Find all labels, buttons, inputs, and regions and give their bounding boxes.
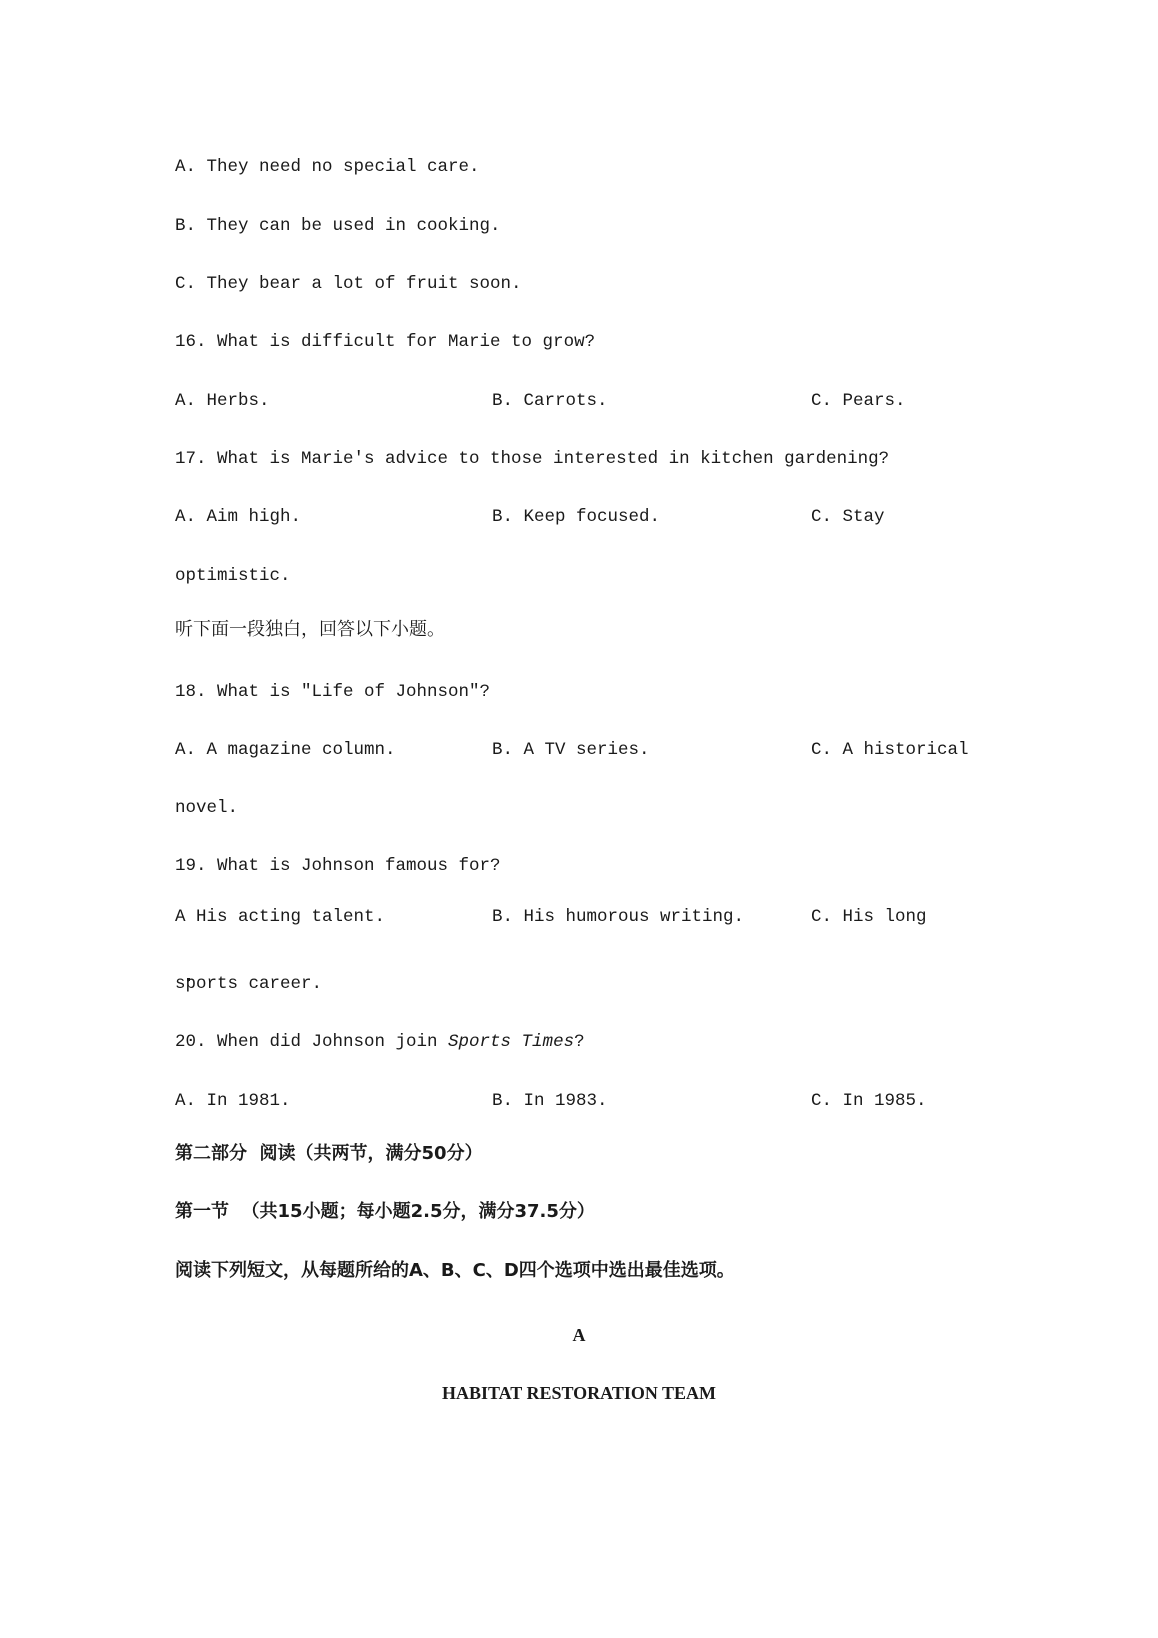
q20-question-title: Sports Times	[448, 1032, 575, 1052]
q16-option-c: C. Pears.	[811, 391, 906, 411]
part2-title: 第二部分 阅读（共两节，满分50分）	[175, 1143, 483, 1164]
monologue-instruction: 听下面一段独白，回答以下小题。	[175, 619, 445, 640]
q16-option-b: B. Carrots.	[492, 391, 608, 411]
passage-letter: A	[572, 1325, 586, 1345]
q19-option-a: A His acting talent.	[175, 907, 386, 927]
q18-option-b: B. A TV series.	[492, 740, 650, 760]
q17-option-c: C. Stay	[811, 507, 885, 527]
q20-question-prefix: 20. When did Johnson join	[175, 1032, 449, 1052]
q20-option-a: A. In 1981.	[175, 1091, 291, 1111]
q20-option-b: B. In 1983.	[492, 1091, 608, 1111]
q18-option-c-continued: novel.	[175, 798, 239, 818]
q18-question: 18. What is "Life of Johnson"?	[175, 682, 491, 702]
reading-instruction: 阅读下列短文，从每题所给的A、B、C、D四个选项中选出最佳选项。	[175, 1260, 735, 1281]
q17-option-b: B. Keep focused.	[492, 507, 661, 527]
q15-option-b: B. They can be used in cooking.	[175, 216, 501, 236]
passage-title: HABITAT RESTORATION TEAM	[441, 1383, 717, 1403]
q20-question-suffix: ?	[574, 1032, 585, 1052]
q19-option-c-continued: sports career.	[175, 974, 323, 994]
q20-option-c: C. In 1985.	[811, 1091, 927, 1111]
q19-option-c: C. His long	[811, 907, 927, 927]
q19-question: 19. What is Johnson famous for?	[175, 856, 501, 876]
q16-question: 16. What is difficult for Marie to grow?	[175, 332, 596, 352]
q18-option-a: A. A magazine column.	[175, 740, 396, 760]
part2-section1-title: 第一节 （共15小题；每小题2.5分，满分37.5分）	[175, 1201, 595, 1222]
q17-question: 17. What is Marie's advice to those interested in kitchen gardening?	[175, 449, 890, 469]
q20-question	[175, 1034, 585, 1052]
q19-option-b: B. His humorous writing.	[492, 907, 745, 927]
q15-option-a: A. They need no special care.	[175, 157, 480, 177]
q16-option-a: A. Herbs.	[175, 391, 270, 411]
q17-option-c-continued: optimistic.	[175, 566, 291, 586]
q17-option-a: A. Aim high.	[175, 507, 302, 527]
q15-option-c: C. They bear a lot of fruit soon.	[175, 274, 522, 294]
q18-option-c: C. A historical	[811, 740, 969, 760]
